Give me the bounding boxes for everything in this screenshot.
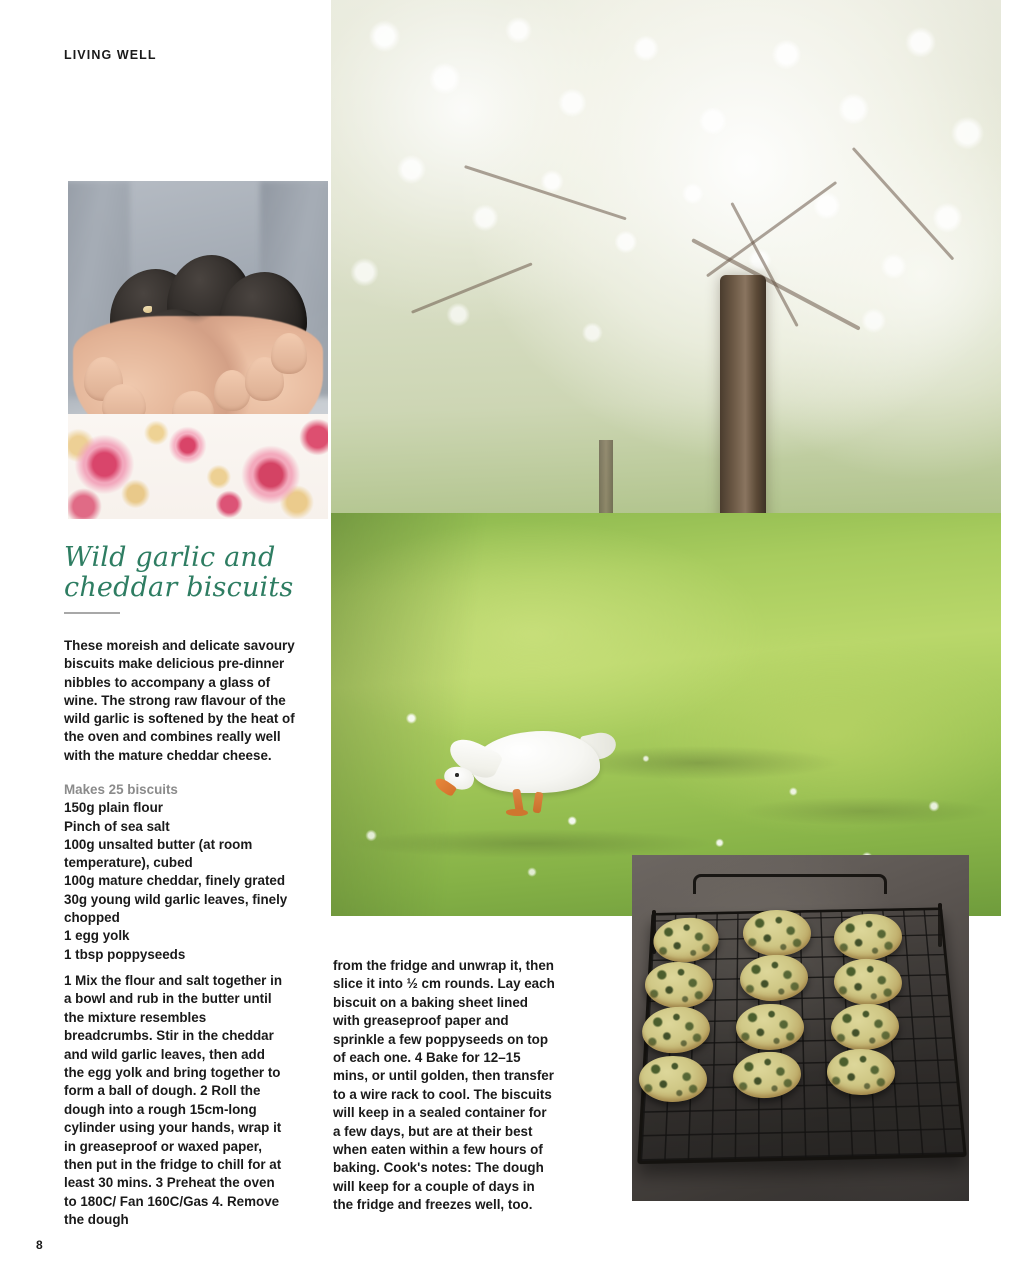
page-number: 8 xyxy=(36,1238,43,1252)
cooks-notes-text: The dough will keep for a couple of days in the fridge and freezes well, too. xyxy=(333,1160,544,1213)
recipe-title-line-1: Wild garlic and xyxy=(64,542,276,573)
rack-handle xyxy=(693,874,888,894)
photo-chicks-in-hands xyxy=(68,181,328,519)
step-number: 3 xyxy=(155,1175,167,1191)
step-text: Mix the flour and salt together in a bowl and rub in the butter until the mixture resembles breadcrumbs. Stir in the cheddar and wild garlic leaves, then add the egg yolk and bring together to form a ball of dough. xyxy=(64,973,282,1099)
goose-leg xyxy=(533,792,544,814)
ingredient-item: 150g plain flour xyxy=(64,800,163,816)
cooks-notes-label: Cook's notes: xyxy=(383,1160,476,1176)
finger xyxy=(271,333,307,374)
ingredient-item: 100g unsalted butter (at room temperature), cubed xyxy=(64,836,253,871)
step-number: 4 xyxy=(414,1050,427,1066)
step-text: Bake for 12–15 mins, or until golden, then transfer to a wire rack to cool. The biscuits will keep in a sealed container for a few days, but are at their best when eaten within a few hours of baking. xyxy=(333,1050,554,1176)
recipe-intro: These moreish and delicate savoury biscuits make delicious pre-dinner nibbles to accompany a glass of wine. The strong raw flavour of the wild garlic is softened by the heat of the oven and combines really well with the mature cheddar cheese. xyxy=(64,638,295,763)
step-number: 1 xyxy=(64,973,76,988)
photo-orchard xyxy=(331,0,1001,916)
chick-beak xyxy=(143,306,152,313)
goose xyxy=(438,719,606,815)
recipe-title-line-2: cheddar biscuits xyxy=(64,572,294,604)
recipe-yield: Makes 25 biscuits xyxy=(64,782,178,797)
section-kicker: LIVING WELL xyxy=(64,48,157,62)
ingredient-items xyxy=(64,799,304,964)
ingredient-item: 1 egg yolk xyxy=(64,928,130,944)
goose-foot xyxy=(506,809,528,816)
step-number: 2 xyxy=(200,1083,212,1099)
method-column-1 xyxy=(64,972,286,1230)
goose-eye xyxy=(455,773,459,777)
method-continuation: from the fridge and unwrap it, then slice it into ½ cm rounds. Lay each biscuit on a baking sheet lined with greaseproof paper and sprinkle a few poppyseeds on top of each one. xyxy=(333,958,555,1066)
step-text: Preheat the oven to 180C/ Fan 160C/Gas 4. Remove the dough xyxy=(64,1175,280,1228)
title-divider-rule xyxy=(64,612,120,614)
floral-fabric xyxy=(68,414,328,519)
ingredients-list xyxy=(64,781,304,964)
ingredient-item: 1 tbsp poppyseeds xyxy=(64,946,186,962)
photo-biscuits-on-rack xyxy=(632,855,969,1201)
ingredient-item: Pinch of sea salt xyxy=(64,818,170,834)
ingredient-item: 100g mature cheddar, finely grated xyxy=(64,873,286,889)
method-column-2 xyxy=(333,957,555,1215)
ingredient-item: 30g young wild garlic leaves, finely chopped xyxy=(64,891,288,926)
step-text: Roll the dough into a rough 15cm-long cylinder using your hands, wrap it in greaseproof or waxed paper, then put in the fridge to chill for at least 30 mins. xyxy=(64,1083,282,1191)
recipe-title xyxy=(64,543,324,603)
